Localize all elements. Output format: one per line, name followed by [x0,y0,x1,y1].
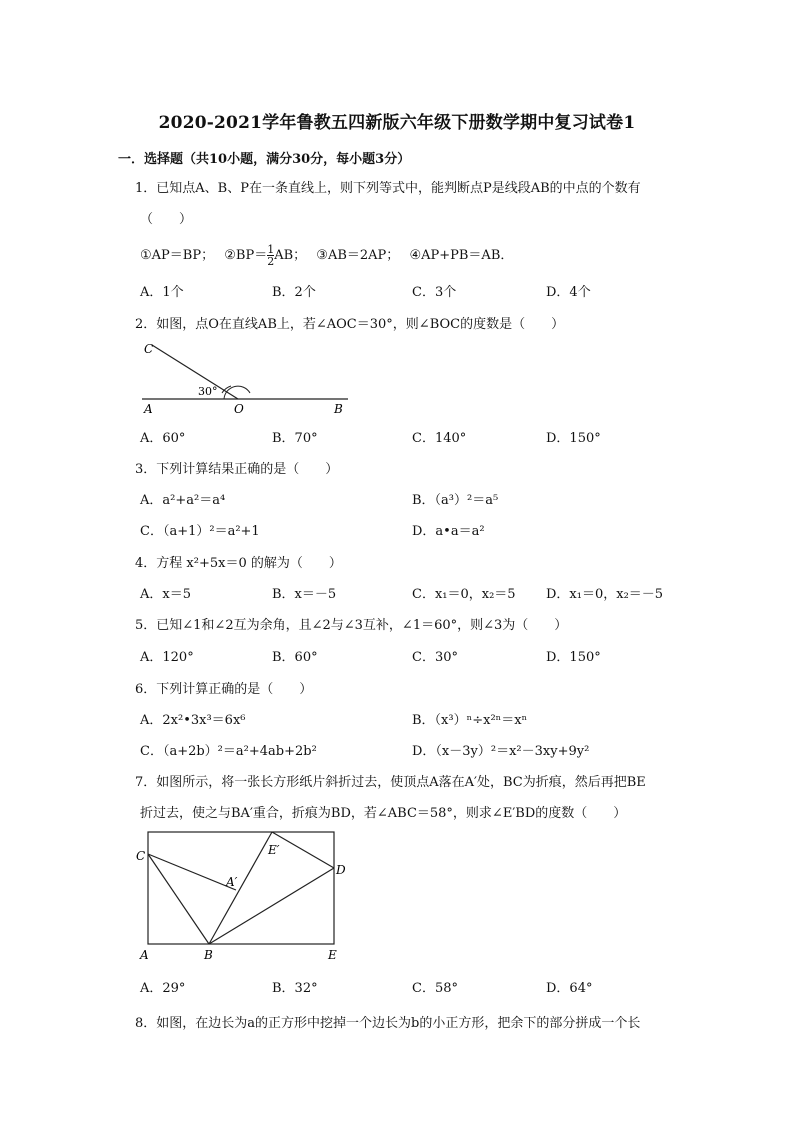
q7-option-a: A．29° [140,981,186,996]
ray-oc [152,345,238,399]
q2-option-d: D．150° [546,431,601,446]
q1-option-b: B．2个 [272,285,316,300]
q3-option-d: D．a•a＝a² [412,524,485,539]
q2-option-a: A．60° [140,431,186,446]
label-e-prime: E′ [268,843,280,857]
label-b: B [204,948,213,962]
q5-option-b: B．60° [272,650,318,665]
q3-option-c: C．（a+1）²＝a²+1 [140,524,260,539]
q4-option-d: D．x₁＝0，x₂＝－5 [546,587,664,602]
question-3-stem: 3．下列计算结果正确的是（ ） [135,462,339,477]
label-b: B [334,402,343,416]
label-c: C [144,342,154,356]
question-8-stem: 8．如图，在边长为a的正方形中挖掉一个边长为b的小正方形，把余下的部分拼成一个长 [135,1016,641,1031]
q5-option-c: C．30° [412,650,458,665]
q6-option-a: A．2x²•3x³＝6x⁶ [140,713,246,728]
condition-2-suffix: AB； [274,248,307,263]
q5-option-a: A．120° [140,650,194,665]
q5-option-d: D．150° [546,650,601,665]
page-title: 2020-2021学年鲁教五四新版六年级下册数学期中复习试卷1 [158,113,636,133]
q4-option-c: C．x₁＝0，x₂＝5 [412,587,516,602]
q1-option-c: C．3个 [412,285,457,300]
q3-option-a: A．a²+a²＝a⁴ [140,493,226,508]
question-7-stem-line1: 7．如图所示，将一张长方形纸片斜折过去，使顶点A落在A′处，BC为折痕，然后再把BE [135,775,646,790]
condition-2-prefix: ②BP＝ [224,248,268,263]
fraction-half: $\frac{1}{2}$ [267,243,275,268]
segment-ca2 [148,854,236,890]
question-1-conditions [140,244,513,267]
q2-angle-figure [138,335,352,417]
label-c: C [136,849,146,863]
label-30: 30° [198,385,218,398]
q4-option-a: A．x＝5 [140,587,191,602]
label-a: A [140,948,149,962]
question-2-stem: 2．如图，点O在直线AB上，若∠AOC＝30°，则∠BOC的度数是（ ） [135,317,565,332]
q4-option-b: B．x＝－5 [272,587,337,602]
condition-4: ④AP+PB＝AB． [409,248,514,263]
question-1-paren: （ ） [140,212,193,227]
label-e: E [328,948,337,962]
q7-option-d: D．64° [546,981,593,996]
q2-option-b: B．70° [272,431,318,446]
q6-option-c: C．（a+2b）²＝a²+4ab+2b² [140,744,317,759]
label-a-prime: A′ [226,875,238,889]
label-d: D [336,863,346,877]
segment-e2d [272,832,334,868]
label-a: A [144,402,153,416]
q2-option-c: C．140° [412,431,467,446]
condition-3: ③AB＝2AP； [316,248,400,263]
section-heading: 一．选择题（共10小题，满分30分，每小题3分） [118,152,411,167]
label-o: O [234,402,244,416]
question-6-stem: 6．下列计算正确的是（ ） [135,682,313,697]
q7-option-b: B．32° [272,981,318,996]
q7-option-c: C．58° [412,981,458,996]
q6-option-d: D．（x－3y）²＝x²－3xy+9y² [412,744,590,759]
segment-be2 [209,832,272,944]
condition-1: ①AP＝BP； [140,248,215,263]
q1-option-d: D．4个 [546,285,591,300]
q1-option-a: A．1个 [140,285,184,300]
q6-option-b: B．（x³）ⁿ÷x²ⁿ＝xⁿ [412,713,528,728]
question-4-stem: 4．方程 x²+5x＝0 的解为（ ） [135,556,342,571]
q7-folding-figure [134,828,354,964]
question-7-stem-line2: 折过去，使之与BA′重合，折痕为BD，若∠ABC＝58°，则求∠E′BD的度数（ ） [140,806,627,821]
question-1-stem: 1．已知点A、B、P在一条直线上，则下列等式中，能判断点P是线段AB的中点的个数有 [135,181,641,196]
question-5-stem: 5．已知∠1和∠2互为余角，且∠2与∠3互补，∠1＝60°，则∠3为（ ） [135,618,568,633]
q3-option-b: B．（a³）²＝a⁵ [412,493,499,508]
fold-line-bc [148,854,209,944]
